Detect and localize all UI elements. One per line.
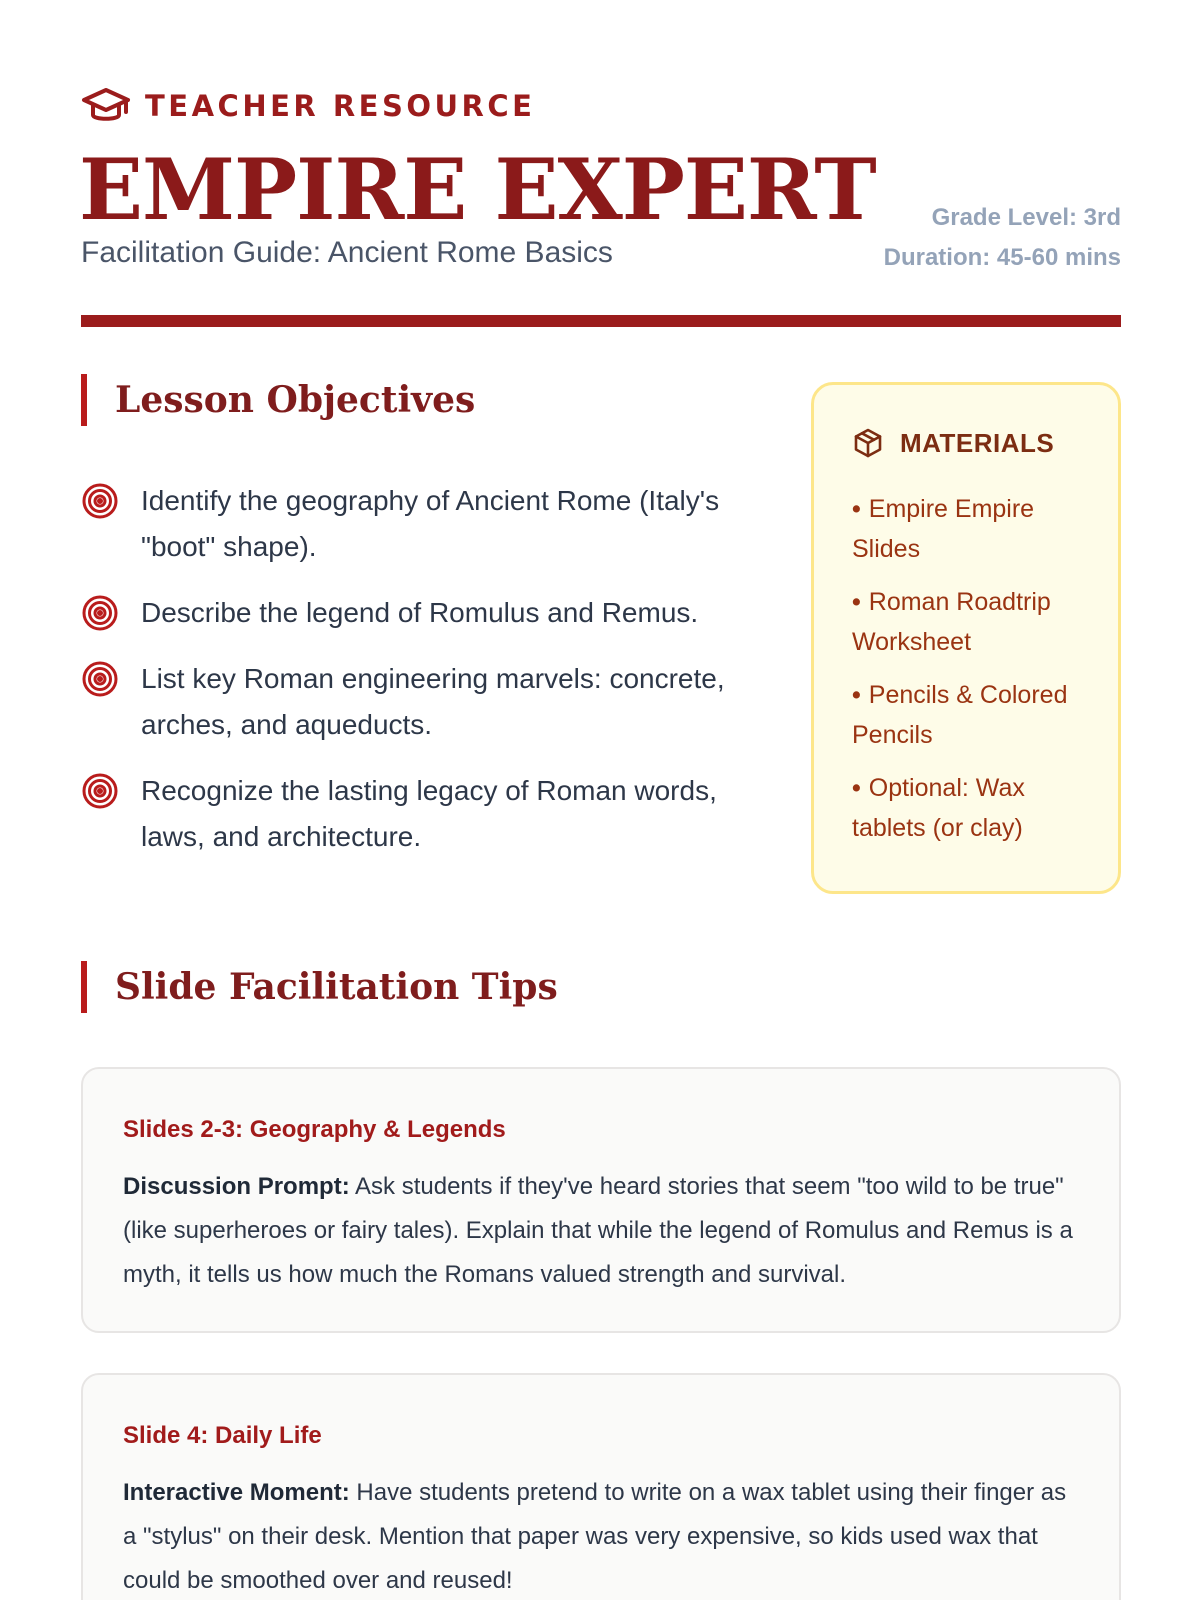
material-text: Roman Roadtrip Worksheet bbox=[852, 588, 1051, 656]
target-icon bbox=[81, 660, 119, 698]
tip-body bbox=[123, 1165, 1079, 1297]
bullet: • bbox=[852, 681, 861, 709]
list-item bbox=[852, 768, 1080, 848]
heading-accent-bar bbox=[81, 374, 87, 426]
objective-text: Describe the legend of Romulus and Remus. bbox=[141, 597, 699, 628]
target-icon bbox=[81, 772, 119, 810]
list-item bbox=[852, 489, 1080, 569]
list-item bbox=[81, 590, 761, 636]
materials-heading bbox=[852, 425, 1080, 461]
tip-text: Have students pretend to write on a wax tablet using their finger as a "stylus" on their desk. Mention that paper was very expensive, so kids used wax that could be smoothed over and reused! bbox=[123, 1479, 1067, 1594]
materials-card bbox=[811, 382, 1121, 894]
graduation-cap-icon bbox=[81, 86, 131, 126]
tips-heading bbox=[81, 961, 558, 1013]
list-item bbox=[81, 768, 761, 860]
page bbox=[81, 0, 1121, 1600]
objective-text: List key Roman engineering marvels: concrete, arches, and aqueducts. bbox=[141, 663, 725, 740]
page-title: EMPIRE EXPERT bbox=[79, 140, 876, 239]
objective-text: Recognize the lasting legacy of Roman words, laws, and architecture. bbox=[141, 775, 717, 852]
list-item bbox=[852, 675, 1080, 755]
grade-level: Grade Level: 3rd bbox=[931, 204, 1121, 231]
target-icon bbox=[81, 594, 119, 632]
tip-title: Slides 2-3: Geography & Legends bbox=[123, 1116, 506, 1143]
kicker bbox=[81, 86, 535, 126]
tip-body bbox=[123, 1471, 1079, 1600]
materials-list bbox=[852, 489, 1080, 848]
tip-card bbox=[81, 1373, 1121, 1600]
material-text: Optional: Wax tablets (or clay) bbox=[852, 774, 1025, 842]
page-subtitle: Facilitation Guide: Ancient Rome Basics bbox=[81, 236, 613, 269]
kicker-label: TEACHER RESOURCE bbox=[145, 89, 536, 123]
tip-title: Slide 4: Daily Life bbox=[123, 1422, 322, 1449]
target-icon bbox=[81, 482, 119, 520]
bullet: • bbox=[852, 495, 861, 523]
objectives-heading bbox=[81, 374, 475, 426]
bullet: • bbox=[852, 774, 861, 802]
objectives-list bbox=[81, 478, 761, 880]
tip-label: Discussion Prompt: bbox=[123, 1173, 350, 1200]
bullet: • bbox=[852, 588, 861, 616]
tip-card bbox=[81, 1067, 1121, 1333]
tip-label: Interactive Moment: bbox=[123, 1479, 350, 1506]
duration: Duration: 45-60 mins bbox=[883, 244, 1121, 271]
header-divider bbox=[81, 315, 1121, 327]
material-text: Pencils & Colored Pencils bbox=[852, 681, 1068, 749]
list-item bbox=[81, 478, 761, 570]
objectives-title: Lesson Objectives bbox=[115, 379, 476, 421]
tips-title: Slide Facilitation Tips bbox=[115, 966, 558, 1008]
list-item bbox=[81, 656, 761, 748]
package-icon bbox=[852, 427, 884, 459]
tip-text: Ask students if they've heard stories that seem "too wild to be true" (like superheroes or fairy tales). Explain that while the legend of Romulus and Remus is a myth, it tells us how much the Romans valued strength and survival. bbox=[123, 1173, 1073, 1288]
heading-accent-bar bbox=[81, 961, 87, 1013]
lesson-meta bbox=[884, 198, 1121, 278]
objective-text: Identify the geography of Ancient Rome (Italy's "boot" shape). bbox=[141, 485, 720, 562]
material-text: Empire Empire Slides bbox=[852, 495, 1035, 563]
materials-title: MATERIALS bbox=[900, 427, 1055, 458]
list-item bbox=[852, 582, 1080, 662]
